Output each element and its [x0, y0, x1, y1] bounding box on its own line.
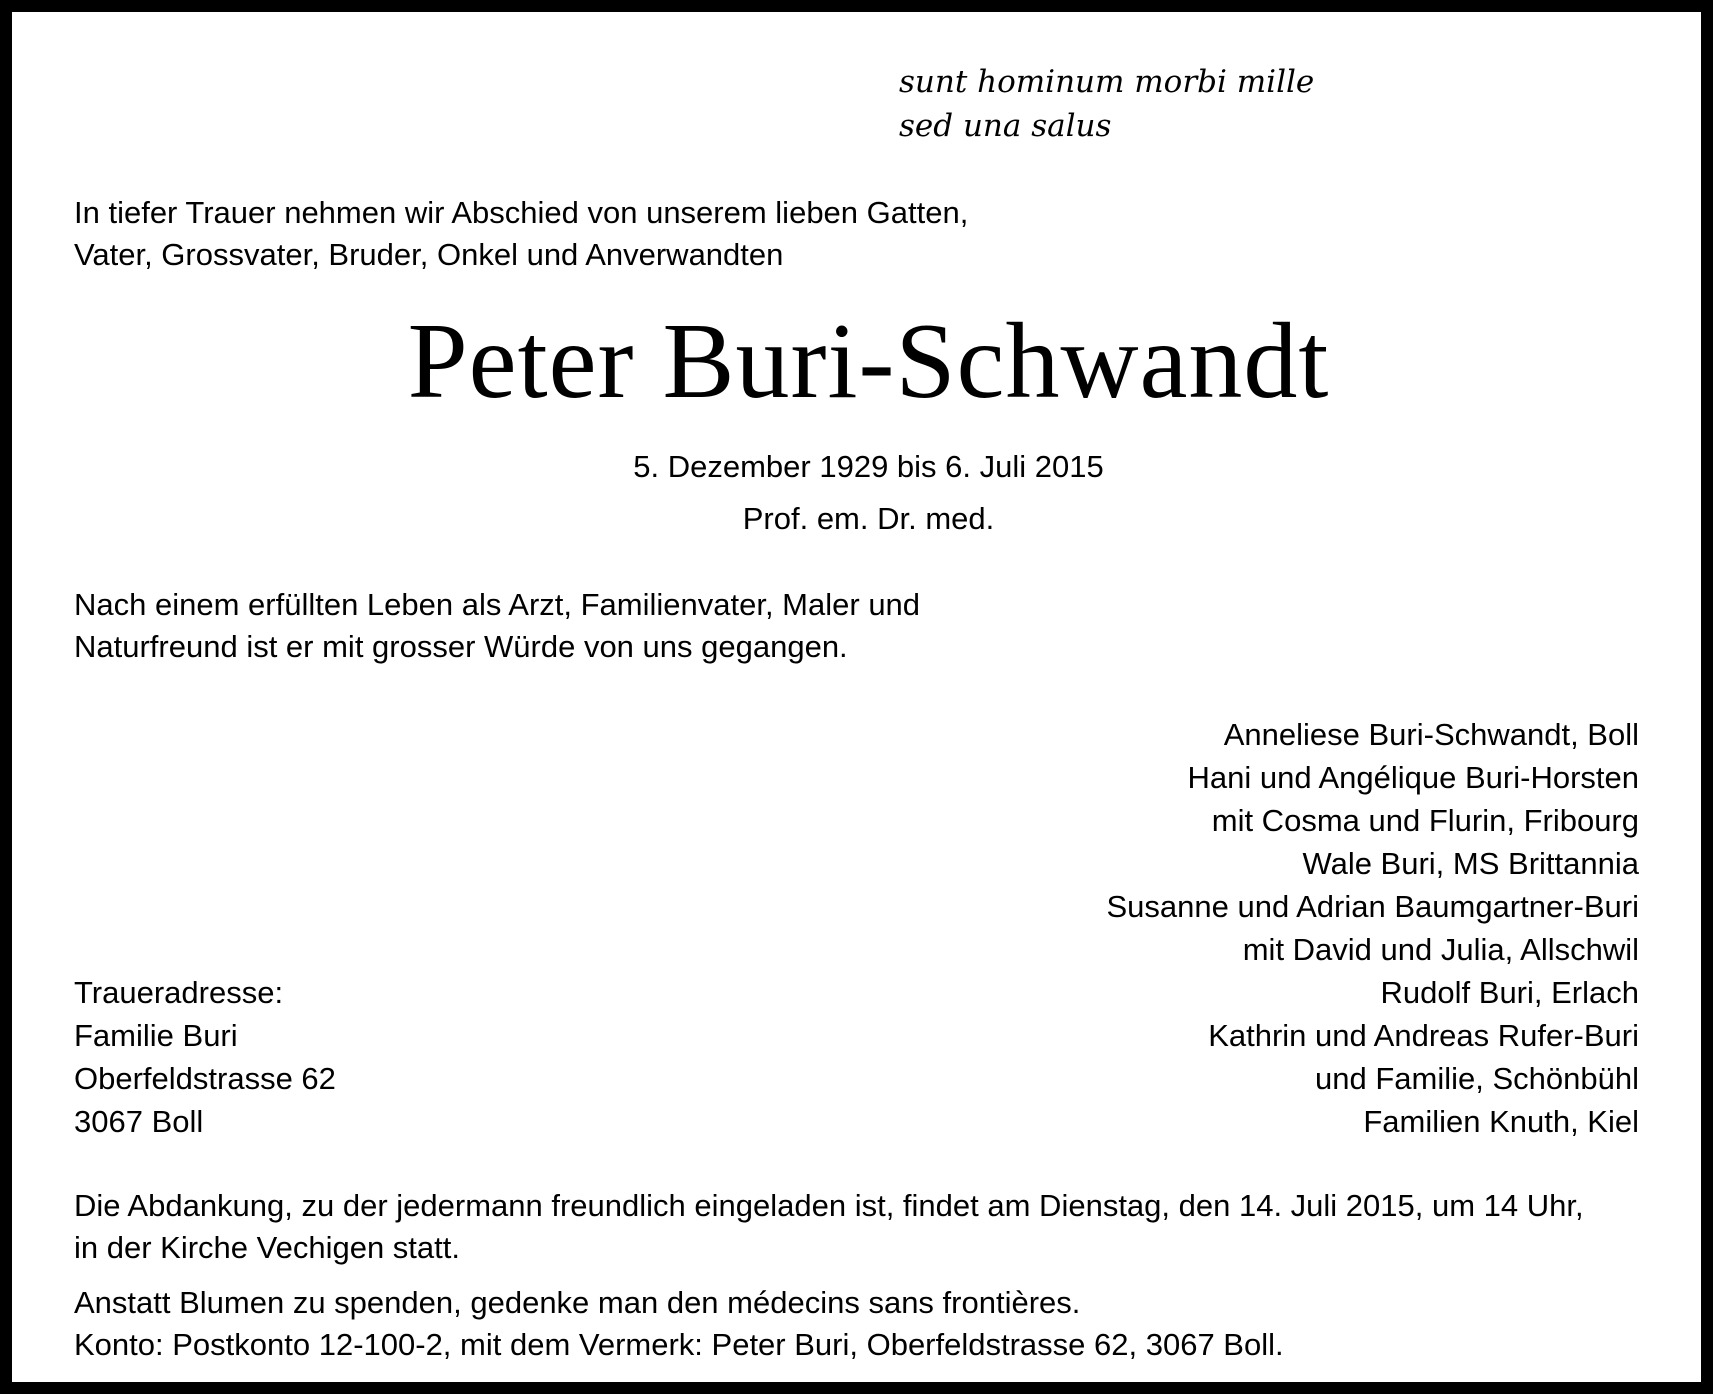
mourner-line: Anneliese Buri-Schwandt, Boll — [1223, 717, 1639, 752]
motto-line: sed una salus — [899, 108, 1112, 144]
funeral-service-notice — [74, 1185, 1584, 1269]
life-paragraph — [74, 584, 920, 668]
donation-line: Anstatt Blumen zu spenden, gedenke man den médecins sans frontières. — [74, 1285, 1081, 1320]
donation-line: Konto: Postkonto 12-100-2, mit dem Vermerk: Peter Buri, Oberfeldstrasse 62, 3067 Boll. — [74, 1327, 1284, 1362]
service-line: in der Kirche Vechigen statt. — [74, 1230, 461, 1265]
mourning-address — [74, 971, 336, 1143]
intro-line: Vater, Grossvater, Bruder, Onkel und Anverwandten — [74, 237, 784, 272]
life-line: Naturfreund ist er mit grosser Würde von uns gegangen. — [74, 629, 848, 664]
mourner-line: Familien Knuth, Kiel — [1363, 1104, 1639, 1139]
address-line: Familie Buri — [74, 1018, 238, 1053]
intro-paragraph — [74, 192, 968, 276]
intro-line: In tiefer Trauer nehmen wir Abschied von unserem lieben Gatten, — [74, 195, 969, 230]
mourner-line: mit David und Julia, Allschwil — [1242, 932, 1639, 967]
mourner-line: mit Cosma und Flurin, Fribourg — [1211, 803, 1639, 838]
deceased-name: Peter Buri-Schwandt — [407, 302, 1330, 421]
mourner-line: Susanne und Adrian Baumgartner-Buri — [1106, 889, 1639, 924]
motto-line: sunt hominum morbi mille — [899, 64, 1315, 100]
address-line: Oberfeldstrasse 62 — [74, 1061, 336, 1096]
latin-motto — [899, 60, 1314, 148]
academic-title: Prof. em. Dr. med. — [742, 501, 995, 536]
life-dates: 5. Dezember 1929 bis 6. Juli 2015 — [633, 449, 1104, 484]
life-line: Nach einem erfüllten Leben als Arzt, Familienvater, Maler und — [74, 587, 921, 622]
mourner-line: Hani und Angélique Buri-Horsten — [1187, 760, 1639, 795]
address-label: Traueradresse: — [74, 975, 284, 1010]
mourner-line: und Familie, Schönbühl — [1315, 1061, 1639, 1096]
mourner-line: Kathrin und Andreas Rufer-Buri — [1208, 1018, 1639, 1053]
donation-notice — [74, 1282, 1284, 1366]
mourner-line: Wale Buri, MS Brittannia — [1302, 846, 1639, 881]
service-line: Die Abdankung, zu der jedermann freundlich eingeladen ist, findet am Dienstag, den 14. Juli 2015, um 14 Uhr, — [74, 1188, 1584, 1223]
mourner-line: Rudolf Buri, Erlach — [1380, 975, 1639, 1010]
address-line: 3067 Boll — [74, 1104, 204, 1139]
mourners-list — [1107, 713, 1640, 1143]
